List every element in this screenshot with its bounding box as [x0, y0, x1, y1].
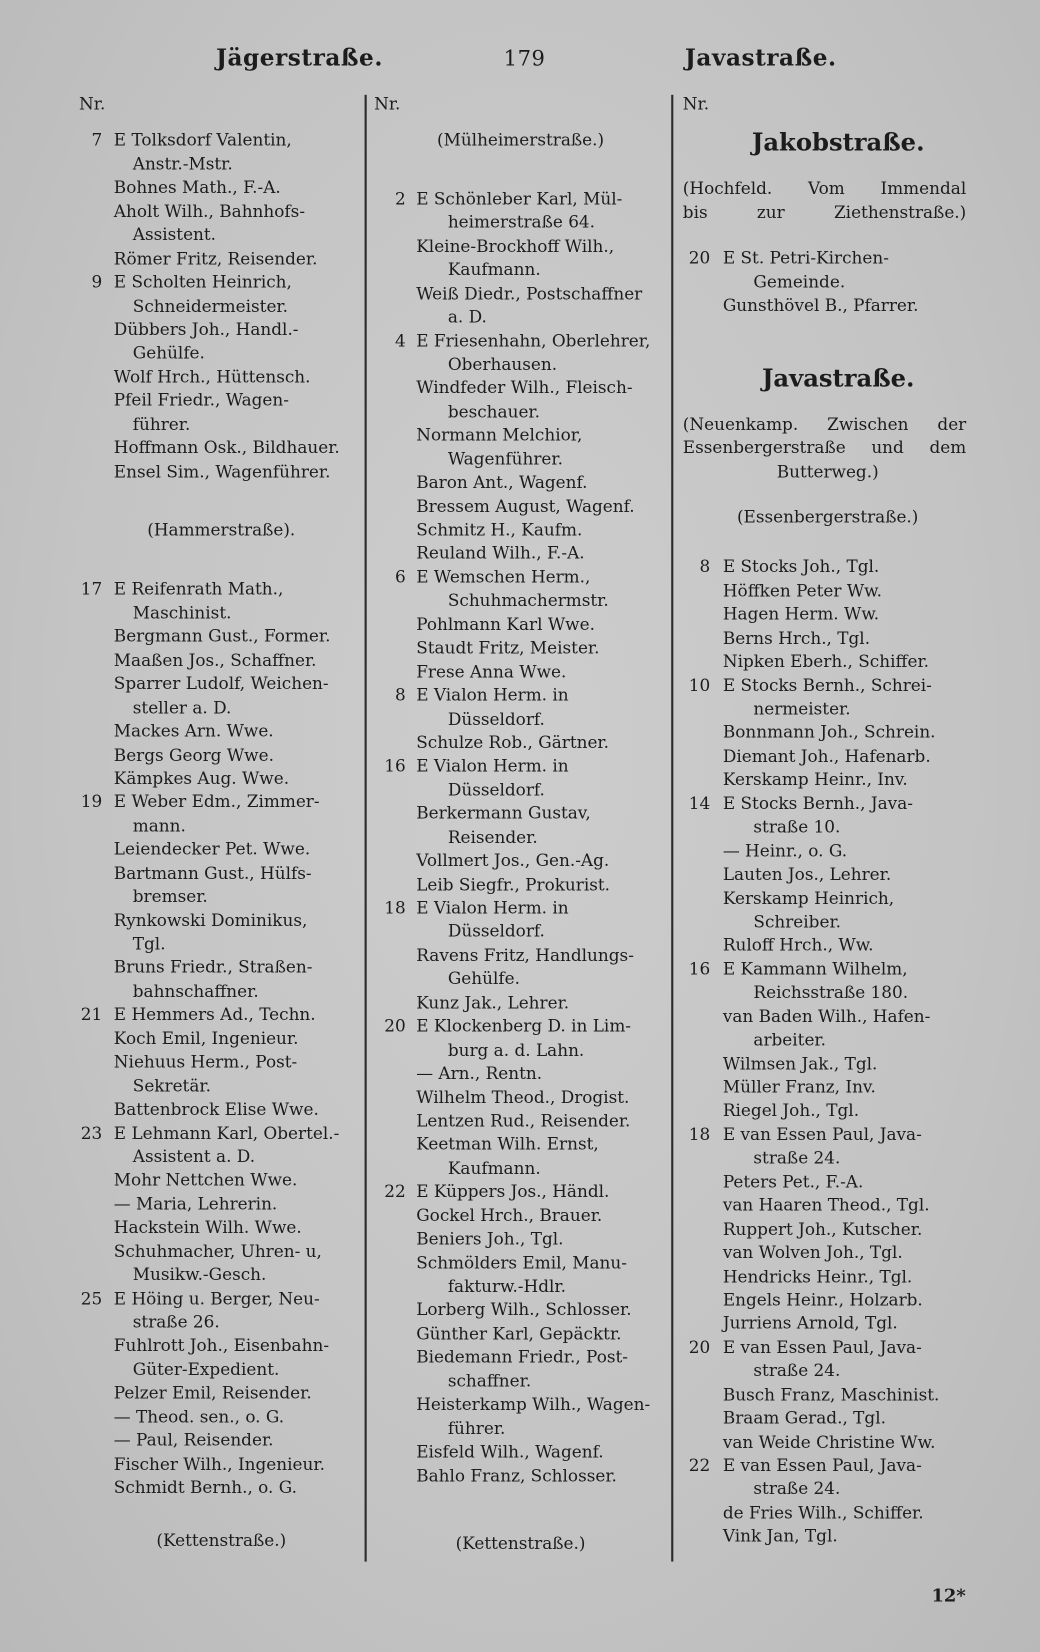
house-number: 20: [688, 247, 711, 268]
house-entry: [683, 556, 973, 580]
house-entry: [79, 1003, 363, 1027]
resident-line: Bergs Georg Wwe.: [113, 744, 274, 765]
resident-line: Bohnes Math., F.-A.: [113, 177, 281, 198]
resident-line: Wilhelm Theod., Drogist.: [416, 1086, 630, 1107]
house-number: 22: [384, 1181, 406, 1202]
resident-line: Kerskamp Heinrich,: [722, 887, 895, 908]
resident-line: Müller Franz, Inv.: [722, 1076, 876, 1097]
entry-text: E Klockenberg D. in Lim-: [416, 1015, 632, 1036]
house-number: 18: [384, 897, 406, 918]
entry-continuation: Assistent a. D.: [132, 1146, 256, 1167]
resident-line: Peters Pet., F.-A.: [722, 1171, 864, 1192]
house-entry: [79, 791, 363, 815]
street-section-heading: (Hammerstraße).: [147, 519, 296, 540]
entry-continuation: a. D.: [447, 306, 487, 327]
street-section-heading: (Essenbergerstraße.): [736, 506, 919, 527]
signature-mark: 12*: [931, 1585, 966, 1607]
street-description: bis zur Ziethenstraße.): [682, 202, 967, 223]
resident-line: van Weide Christine Ww.: [722, 1431, 936, 1452]
entry-continuation: führer.: [132, 413, 191, 434]
entry-continuation: Düsseldorf.: [447, 779, 545, 800]
resident-line: Schmölders Emil, Manu-: [416, 1252, 627, 1273]
resident-line: Rynkowski Dominikus,: [113, 909, 308, 930]
resident-line: Weiß Diedr., Postschaffner: [416, 283, 643, 304]
entry-continuation: straße 24.: [753, 1360, 841, 1381]
resident-line: Jurriens Arnold, Tgl.: [722, 1313, 898, 1334]
entry-continuation: steller a. D.: [132, 697, 232, 718]
resident-line: Fuhlrott Joh., Eisenbahn-: [113, 1335, 330, 1356]
resident-line: Beniers Joh., Tgl.: [416, 1228, 564, 1249]
resident-line: Römer Fritz, Reisender.: [113, 248, 318, 269]
house-entry: [79, 271, 363, 295]
entry-continuation: beschauer.: [447, 401, 541, 422]
house-number: 25: [80, 1288, 103, 1309]
resident-line: Ruppert Joh., Kutscher.: [722, 1218, 923, 1239]
entry-text: E Küppers Jos., Händl.: [416, 1181, 610, 1202]
resident-line: Pelzer Emil, Reisender.: [113, 1382, 312, 1403]
entry-continuation: Kaufmann.: [447, 1157, 541, 1178]
resident-line: de Fries Wilh., Schiffer.: [722, 1502, 924, 1523]
resident-line: Schmidt Bernh., o. G.: [113, 1477, 297, 1498]
resident-line: Maaßen Jos., Schaffner.: [113, 649, 317, 670]
house-number: 4: [394, 330, 406, 351]
entry-continuation: Musikw.-Gesch.: [132, 1264, 267, 1285]
house-entry: [374, 329, 667, 353]
entry-text: E Weber Edm., Zimmer-: [113, 791, 320, 812]
entry-continuation: Schreiber.: [753, 911, 842, 932]
resident-line: Berns Hrch., Tgl.: [722, 627, 871, 648]
resident-line: Bressem August, Wagenf.: [416, 495, 635, 516]
resident-line: — Maria, Lehrerin.: [113, 1193, 278, 1214]
entry-continuation: straße 26.: [132, 1311, 220, 1332]
resident-line: Schulze Rob., Gärtner.: [416, 732, 610, 753]
entry-text: E Stocks Bernh., Java-: [722, 793, 913, 814]
entry-continuation: Gehülfe.: [447, 968, 520, 989]
house-entry: [79, 578, 363, 602]
house-number: 2: [394, 188, 406, 209]
entry-continuation: Maschinist.: [132, 602, 232, 623]
resident-line: Bahlo Franz, Schlosser.: [416, 1465, 617, 1486]
street-section-heading: (Kettenstraße.): [156, 1529, 287, 1550]
entry-continuation: arbeiter.: [753, 1029, 826, 1050]
resident-line: Keetman Wilh. Ernst,: [416, 1134, 599, 1155]
entry-continuation: Güter-Expedient.: [132, 1359, 280, 1380]
column-header-nr: Nr.: [682, 93, 710, 114]
house-entry: [683, 792, 973, 816]
resident-line: Leib Siegfr., Prokurist.: [416, 874, 611, 895]
entry-text: E van Essen Paul, Java-: [722, 1455, 922, 1476]
entry-continuation: burg a. d. Lahn.: [447, 1039, 585, 1060]
resident-line: Kleine-Brockhoff Wilh.,: [416, 235, 615, 256]
resident-line: Schuhmacher, Uhren- u,: [113, 1240, 322, 1261]
resident-line: Wilmsen Jak., Tgl.: [722, 1053, 878, 1074]
house-number: 8: [394, 684, 406, 705]
resident-line: Hendricks Heinr., Tgl.: [722, 1266, 913, 1287]
resident-line: Sparrer Ludolf, Weichen-: [113, 673, 329, 694]
house-number: 10: [688, 674, 711, 695]
resident-line: Nipken Eberh., Schiffer.: [722, 651, 930, 672]
entry-text: E Friesenhahn, Oberlehrer,: [416, 330, 651, 351]
resident-line: Baron Ant., Wagenf.: [416, 472, 588, 493]
street-section-heading: (Mülheimerstraße.): [436, 130, 605, 151]
column-header-nr: Nr.: [374, 93, 401, 114]
resident-line: Mackes Arn. Wwe.: [113, 720, 274, 741]
house-entry: [374, 755, 667, 779]
entry-text: E Lehmann Karl, Obertel.-: [113, 1122, 340, 1143]
entry-continuation: Tgl.: [132, 933, 166, 954]
resident-line: Lauten Jos., Lehrer.: [722, 864, 892, 885]
house-number: 22: [688, 1455, 711, 1476]
resident-line: Riegel Joh., Tgl.: [722, 1100, 860, 1121]
column-header-nr: Nr.: [79, 93, 106, 114]
resident-line: Dübbers Joh., Handl.-: [113, 319, 299, 340]
resident-line: Ensel Sim., Wagenführer.: [113, 461, 331, 482]
running-head-right: Javastraße.: [684, 44, 837, 72]
entry-text: E Vialon Herm. in: [416, 684, 569, 705]
resident-line: Gockel Hrch., Brauer.: [416, 1205, 603, 1226]
house-entry: [683, 247, 973, 271]
entry-continuation: nermeister.: [753, 698, 851, 719]
resident-line: Lorberg Wilh., Schlosser.: [416, 1299, 632, 1320]
entry-continuation: Reisender.: [447, 826, 538, 847]
house-number: 8: [699, 556, 711, 577]
entry-continuation: schaffner.: [447, 1370, 532, 1391]
house-number: 23: [80, 1122, 103, 1143]
column-divider: [671, 95, 673, 1562]
entry-continuation: Kaufmann.: [447, 259, 541, 280]
street-description: Essenbergerstraße und dem: [682, 437, 967, 458]
entry-text: E Reifenrath Math.,: [113, 578, 284, 599]
resident-line: Hagen Herm. Ww.: [722, 604, 880, 625]
resident-line: Gunsthövel B., Pfarrer.: [722, 295, 919, 316]
page-number: 179: [503, 45, 546, 71]
entry-continuation: Gehülfe.: [132, 342, 205, 363]
entry-text: E Stocks Joh., Tgl.: [722, 556, 880, 577]
entry-continuation: Düsseldorf.: [447, 708, 545, 729]
street-section-heading: (Kettenstraße.): [455, 1533, 586, 1554]
entry-continuation: straße 24.: [753, 1147, 841, 1168]
column-divider: [365, 95, 367, 1562]
column-1: [79, 93, 363, 1568]
entry-text: E Kammann Wilhelm,: [722, 958, 908, 979]
house-number: 6: [394, 566, 406, 587]
entry-text: E Scholten Heinrich,: [113, 271, 292, 292]
street-description: (Hochfeld. Vom Immendal: [682, 178, 967, 199]
resident-line: Leiendecker Pet. Wwe.: [113, 839, 311, 860]
resident-line: Vollmert Jos., Gen.-Ag.: [416, 850, 610, 871]
house-entry: [683, 674, 973, 698]
house-number: 20: [688, 1336, 711, 1357]
resident-line: Hoffmann Osk., Bildhauer.: [113, 437, 340, 458]
resident-line: Schmitz H., Kaufm.: [416, 519, 583, 540]
street-title: Jakobstraße.: [751, 129, 925, 158]
house-entry: [683, 958, 973, 982]
house-entry: [374, 1180, 667, 1204]
entry-continuation: Oberhausen.: [447, 353, 558, 374]
resident-line: Bergmann Gust., Former.: [113, 626, 331, 647]
column-3: [683, 93, 973, 1568]
resident-line: van Haaren Theod., Tgl.: [722, 1195, 930, 1216]
entry-text: E Stocks Bernh., Schrei-: [722, 674, 932, 695]
resident-line: Kämpkes Aug. Wwe.: [113, 768, 290, 789]
house-number: 20: [384, 1015, 406, 1036]
resident-line: Fischer Wilh., Ingenieur.: [113, 1453, 325, 1474]
house-number: 16: [688, 958, 711, 979]
resident-line: Vink Jan, Tgl.: [722, 1526, 838, 1547]
column-2: [374, 93, 667, 1568]
resident-line: Normann Melchior,: [416, 424, 583, 445]
entry-text: E van Essen Paul, Java-: [722, 1124, 922, 1145]
resident-line: Staudt Fritz, Meister.: [416, 637, 600, 658]
resident-line: Niehuus Herm., Post-: [113, 1051, 298, 1072]
house-number: 16: [384, 755, 406, 776]
street-description: (Neuenkamp. Zwischen der: [682, 413, 967, 434]
entry-text: E Vialon Herm. in: [416, 755, 569, 776]
entry-continuation: Düsseldorf.: [447, 921, 545, 942]
resident-line: Heisterkamp Wilh., Wagen-: [416, 1394, 651, 1415]
resident-line: Ravens Fritz, Handlungs-: [416, 945, 634, 966]
resident-line: — Theod. sen., o. G.: [113, 1406, 285, 1427]
entry-continuation: mann.: [132, 815, 186, 836]
resident-line: Aholt Wilh., Bahnhofs-: [113, 200, 306, 222]
house-entry: [374, 897, 667, 921]
entry-text: E Höing u. Berger, Neu-: [113, 1288, 320, 1309]
resident-line: Frese Anna Wwe.: [416, 661, 567, 682]
resident-line: van Baden Wilh., Hafen-: [722, 1005, 931, 1026]
house-number: 19: [80, 791, 103, 812]
house-number: 18: [688, 1124, 711, 1145]
entry-continuation: führer.: [447, 1417, 506, 1438]
entry-continuation: Reichsstraße 180.: [753, 982, 909, 1003]
resident-line: Reuland Wilh., F.-A.: [416, 543, 585, 564]
entry-text: E Schönleber Karl, Mül-: [416, 188, 623, 209]
resident-line: — Paul, Reisender.: [113, 1430, 274, 1451]
resident-line: Bruns Friedr., Straßen-: [113, 957, 313, 978]
entry-continuation: straße 24.: [753, 1478, 841, 1499]
resident-line: Hackstein Wilh. Wwe.: [113, 1217, 302, 1238]
entry-text: E Hemmers Ad., Techn.: [113, 1004, 316, 1025]
house-entry: [683, 1123, 973, 1147]
resident-line: Kerskamp Heinr., Inv.: [722, 769, 908, 790]
entry-text: E Wemschen Herm.,: [416, 566, 591, 587]
resident-line: Eisfeld Wilh., Wagenf.: [416, 1441, 604, 1462]
resident-line: Windfeder Wilh., Fleisch-: [416, 377, 633, 398]
house-entry: [374, 187, 667, 211]
entry-continuation: heimerstraße 64.: [447, 212, 596, 233]
entry-continuation: Schneidermeister.: [132, 295, 289, 316]
house-entry: [374, 1015, 667, 1039]
street-title: Javastraße.: [761, 364, 915, 393]
resident-line: Braam Gerad., Tgl.: [722, 1407, 886, 1428]
resident-line: Pohlmann Karl Wwe.: [416, 614, 595, 635]
resident-line: Busch Franz, Maschinist.: [722, 1384, 940, 1405]
entry-continuation: bahnschaffner.: [132, 980, 259, 1001]
house-entry: [683, 1454, 973, 1478]
resident-line: Battenbrock Elise Wwe.: [113, 1099, 319, 1120]
entry-text: E Tolksdorf Valentin,: [113, 130, 292, 151]
resident-line: Diemant Joh., Hafenarb.: [722, 745, 931, 766]
resident-line: — Arn., Rentn.: [416, 1063, 543, 1084]
resident-line: Biedemann Friedr., Post-: [416, 1346, 628, 1367]
resident-line: Bartmann Gust., Hülfs-: [113, 862, 312, 883]
house-entry: [79, 129, 363, 153]
resident-line: Günther Karl, Gepäcktr.: [416, 1323, 622, 1344]
house-number: 9: [91, 271, 103, 292]
resident-line: van Wolven Joh., Tgl.: [722, 1242, 903, 1263]
house-entry: [79, 1122, 363, 1146]
resident-line: Lentzen Rud., Reisender.: [416, 1110, 631, 1131]
entry-continuation: straße 10.: [753, 816, 841, 837]
entry-text: E Vialon Herm. in: [416, 897, 569, 918]
entry-continuation: fakturw.-Hdlr.: [447, 1276, 566, 1297]
resident-line: Kunz Jak., Lehrer.: [416, 992, 570, 1013]
house-entry: [374, 684, 667, 708]
resident-line: Wolf Hrch., Hüttensch.: [113, 366, 311, 387]
entry-continuation: Schuhmachermstr.: [447, 590, 609, 611]
running-head-left: Jägerstraße.: [216, 44, 383, 72]
resident-line: Ruloff Hrch., Ww.: [722, 935, 874, 956]
resident-line: Engels Heinr., Holzarb.: [722, 1289, 923, 1310]
resident-line: Pfeil Friedr., Wagen-: [113, 390, 289, 411]
entry-continuation: Anstr.-Mstr.: [132, 153, 233, 174]
resident-line: Koch Emil, Ingenieur.: [113, 1028, 299, 1049]
entry-continuation: bremser.: [132, 886, 208, 907]
resident-line: Mohr Nettchen Wwe.: [113, 1170, 298, 1191]
entry-continuation: Sekretär.: [132, 1075, 211, 1096]
house-number: 14: [688, 793, 711, 814]
street-description: Butterweg.): [776, 460, 879, 482]
house-entry: [374, 566, 667, 590]
house-entry: [683, 1336, 973, 1360]
house-number: 21: [80, 1004, 103, 1025]
resident-line: — Heinr., o. G.: [722, 840, 848, 861]
entry-text: E van Essen Paul, Java-: [722, 1336, 922, 1357]
entry-continuation: Gemeinde.: [753, 271, 846, 292]
house-number: 17: [80, 578, 103, 599]
house-number: 7: [91, 130, 103, 151]
entry-continuation: Assistent.: [132, 224, 217, 245]
entry-text: E St. Petri-Kirchen-: [722, 247, 889, 268]
house-entry: [79, 1287, 363, 1311]
resident-line: Höffken Peter Ww.: [722, 580, 882, 601]
resident-line: Bonnmann Joh., Schrein.: [722, 722, 936, 743]
entry-continuation: Wagenführer.: [447, 448, 563, 469]
resident-line: Berkermann Gustav,: [416, 803, 591, 824]
